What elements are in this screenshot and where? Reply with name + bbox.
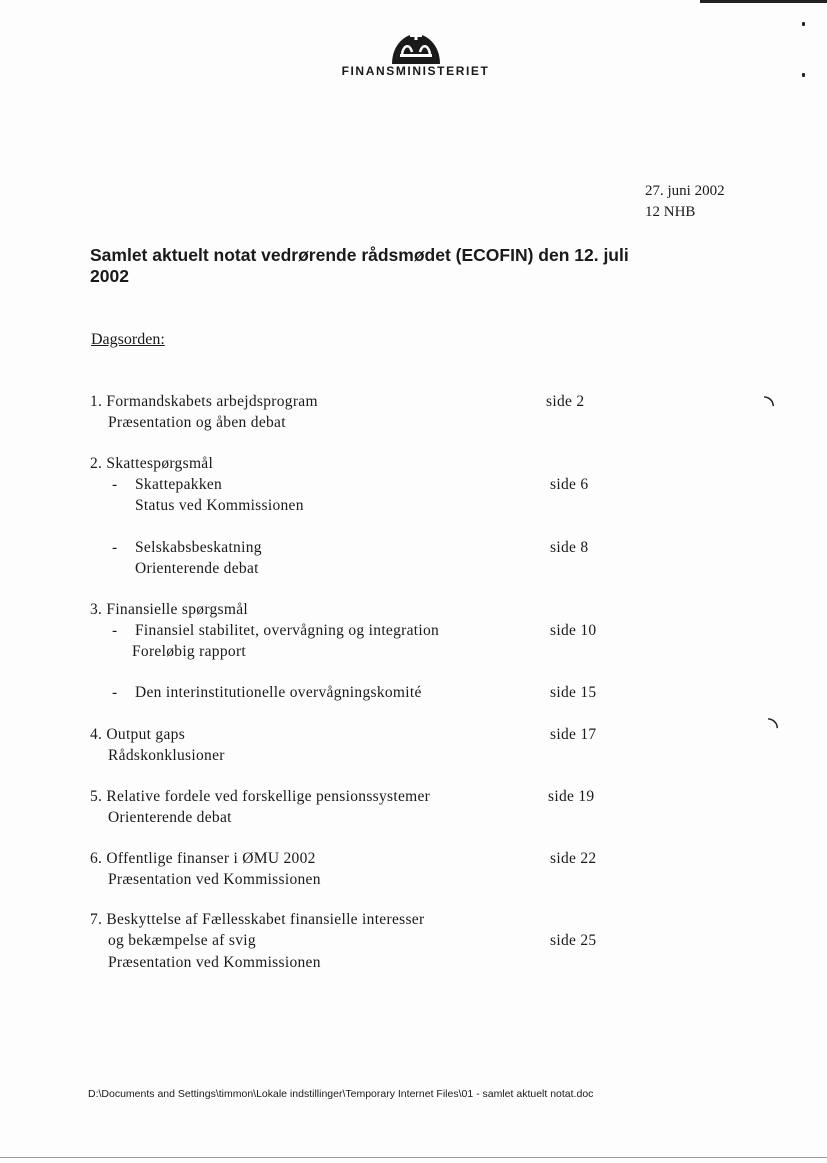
agenda-item-3a-dash: - bbox=[112, 622, 118, 639]
agenda-item-3-title: 3. Finansielle spørgsmål bbox=[90, 601, 249, 618]
agenda-item-6-subtitle: Præsentation ved Kommissionen bbox=[108, 871, 321, 888]
agenda-item-6-title: 6. Offentlige finanser i ØMU 2002 bbox=[90, 850, 316, 867]
document-reference: 12 NHB bbox=[645, 204, 696, 220]
punch-hole-mark: ◝ bbox=[764, 390, 775, 420]
agenda-item-3a-subtitle: Foreløbig rapport bbox=[132, 643, 247, 660]
agenda-item-4-page: side 17 bbox=[550, 726, 597, 743]
agenda-item-7-title: 7. Beskyttelse af Fællesskabet finansielle interesser bbox=[90, 911, 425, 928]
agenda-item-3b-dash: - bbox=[112, 684, 118, 701]
agenda-item-2-title: 2. Skattespørgsmål bbox=[90, 455, 214, 472]
agenda-item-2b-dash: - bbox=[112, 539, 118, 556]
agenda-item-4-title: 4. Output gaps bbox=[90, 726, 186, 743]
scan-edge-bottom bbox=[0, 1157, 827, 1158]
agenda-item-1-subtitle: Præsentation og åben debat bbox=[108, 414, 286, 431]
agenda-item-3b-title: Den interinstitutionelle overvågningskomité bbox=[135, 684, 422, 701]
agenda-item-2a-page: side 6 bbox=[550, 476, 589, 493]
agenda-item-7-subtitle: Præsentation ved Kommissionen bbox=[108, 954, 321, 971]
agenda-item-2a-subtitle: Status ved Kommissionen bbox=[135, 497, 304, 514]
agenda-item-1-page: side 2 bbox=[546, 393, 585, 410]
agenda-item-5-title: 5. Relative fordele ved forskellige pensionssystemer bbox=[90, 788, 431, 805]
ministry-name: FINANSMINISTERIET bbox=[341, 64, 490, 78]
document-title: Samlet aktuelt notat vedrørende rådsmødet (ECOFIN) den 12. juli 2002 bbox=[90, 245, 629, 286]
agenda-item-4-subtitle: Rådskonklusioner bbox=[108, 747, 225, 764]
agenda-item-2a-dash: - bbox=[112, 476, 118, 493]
agenda-heading: Dagsorden: bbox=[91, 331, 165, 348]
punch-hole-mark: ◝ bbox=[768, 712, 779, 742]
agenda-item-2b-page: side 8 bbox=[550, 539, 589, 556]
agenda-item-1-title: 1. Formandskabets arbejdsprogram bbox=[90, 393, 318, 410]
agenda-item-2b-subtitle: Orienterende debat bbox=[135, 560, 259, 577]
scan-dot bbox=[802, 22, 805, 26]
agenda-item-7-title-line2: og bekæmpelse af svig bbox=[108, 932, 256, 949]
agenda-item-5-subtitle: Orienterende debat bbox=[108, 809, 232, 826]
agenda-item-3a-page: side 10 bbox=[550, 622, 597, 639]
scan-edge-top bbox=[700, 0, 827, 3]
agenda-item-3a-title: Finansiel stabilitet, overvågning og integration bbox=[135, 622, 440, 639]
agenda-item-6-page: side 22 bbox=[550, 850, 597, 867]
agenda-item-2a-title: Skattepakken bbox=[135, 476, 223, 493]
agenda-item-7-page: side 25 bbox=[550, 932, 597, 949]
document-date: 27. juni 2002 bbox=[645, 183, 725, 199]
agenda-item-5-page: side 19 bbox=[548, 788, 595, 805]
footer-file-path: D:\Documents and Settings\timmon\Lokale indstillinger\Temporary Internet Files\01 - samlet aktuelt notat.doc bbox=[88, 1088, 594, 1100]
agenda-item-2b-title: Selskabsbeskatning bbox=[135, 539, 262, 556]
agenda-item-3b-page: side 15 bbox=[550, 684, 597, 701]
crown-logo-icon bbox=[388, 30, 444, 64]
